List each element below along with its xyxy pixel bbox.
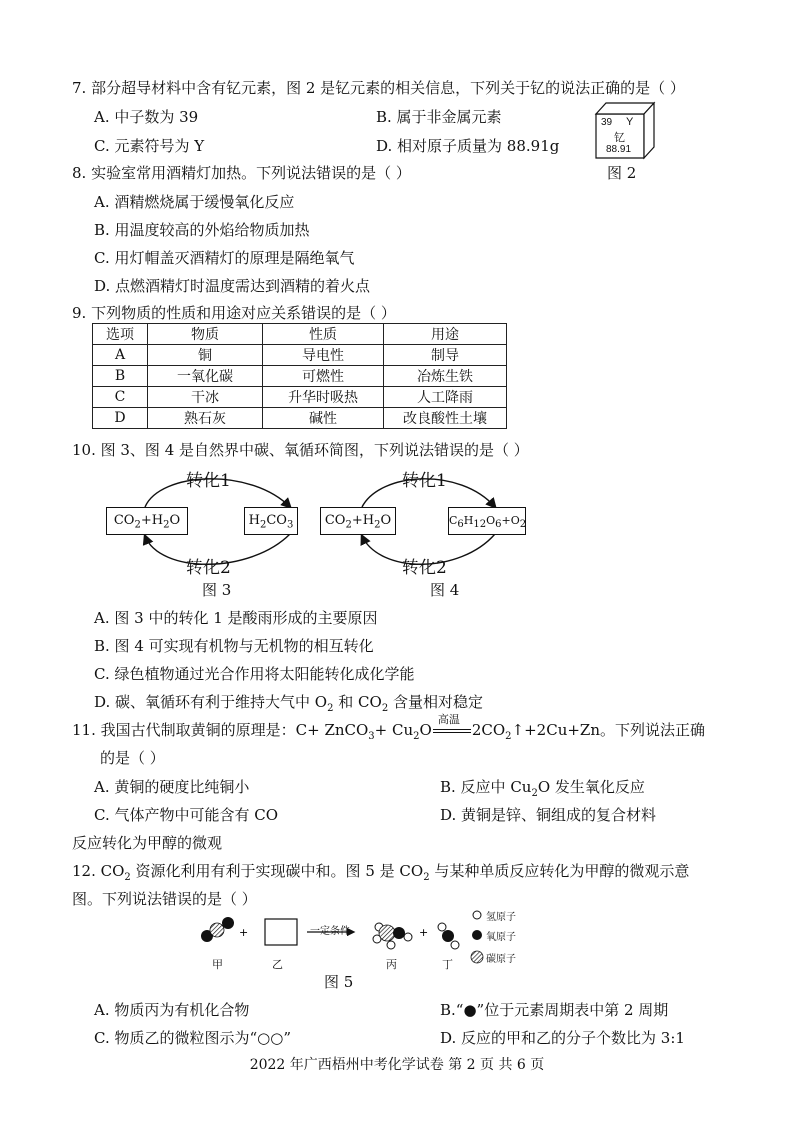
table-row <box>93 366 507 387</box>
svg-text:+: + <box>419 926 429 939</box>
q7-option-a: A. 中子数为 39 <box>94 108 199 126</box>
q11-stem <box>72 713 706 742</box>
q10-d-text-3: 含量相对稳定 <box>392 693 483 711</box>
cube-element-name: 钇 <box>614 131 625 144</box>
q10-option-c: C. 绿色植物通过光合作用将太阳能转化成化学能 <box>94 665 415 683</box>
subscript: 2 <box>381 703 389 714</box>
cube-symbol: Y <box>626 116 634 128</box>
q8-stem: 8. 实验室常用酒精灯加热。下列说法错误的是（ ） <box>72 164 411 182</box>
q7-option-c: C. 元素符号为 Y <box>94 137 205 155</box>
table-cell: 导电性 <box>263 345 384 366</box>
figure-4-caption: 图 4 <box>430 581 460 599</box>
q10-d-text-1: D. 碳、氧循环有利于维持大气中 O <box>94 693 328 711</box>
subscript: 2 <box>413 731 420 742</box>
page-footer: 2022 年广西梧州中考化学试卷 第 2 页 共 6 页 <box>249 1057 545 1073</box>
q8-option-a: A. 酒精燃烧属于缓慢氧化反应 <box>94 193 295 211</box>
subscript: 2 <box>423 872 430 883</box>
figure-2-caption: 图 2 <box>607 164 637 182</box>
q10-stem: 10. 图 3、图 4 是自然界中碳、氧循环简图，下列说法错误的是（ ） <box>72 441 529 459</box>
table-header: 用途 <box>384 324 507 345</box>
q11-option-d: D. 黄铜是锌、铜组成的复合材料 <box>440 806 657 824</box>
q12-stem-line-2: 图。下列说法错误的是（ ） <box>72 890 257 908</box>
glucose-o2-box: C6H12O6+O2 <box>448 507 526 535</box>
q7-option-b: B. 属于非金属元素 <box>376 108 502 126</box>
q12-option-c: C. 物质乙的微粒图示为“○○” <box>94 1029 291 1047</box>
q12-option-b: B.“●”位于元素周期表中第 2 周期 <box>440 1001 669 1019</box>
q10-option-b: B. 图 4 可实现有机物与无机物的相互转化 <box>94 637 374 655</box>
q12-stem-1: 12. CO <box>72 862 125 880</box>
fig4-conversion-1-label: 转化1 <box>402 471 447 491</box>
q12-option-d: D. 反应的甲和乙的分子个数比为 3:1 <box>440 1029 685 1047</box>
q11-stem-3: O <box>419 721 432 739</box>
q12-stem <box>72 861 689 881</box>
fig3-conversion-1-label: 转化1 <box>186 471 231 491</box>
h2co3-box: $H_2CO_3$ <box>244 507 298 535</box>
fig4-conversion-2-label: 转化2 <box>402 558 447 578</box>
q11-b-text-2: O 发生氧化反应 <box>537 778 645 796</box>
q10-option-d <box>94 692 483 712</box>
table-cell: 铜 <box>148 345 263 366</box>
q7-stem: 7. 部分超导材料中含有钇元素，图 2 是钇元素的相关信息，下列关于钇的说法正确的是（ ） <box>72 79 685 97</box>
reaction-condition <box>432 713 472 740</box>
cube-atomic-mass: 88.91 <box>606 144 632 155</box>
table-row <box>93 345 507 366</box>
label-ding: 丁 <box>442 958 453 971</box>
table-cell: 制导 <box>384 345 507 366</box>
table-cell: D <box>93 408 148 429</box>
co2-h2o-box: $CO_2+H_2O$ <box>106 507 188 535</box>
q11-stem-5: ↑+2Cu+Zn。下列说法正确 <box>511 721 706 739</box>
q8-option-b: B. 用温度较高的外焰给物质加热 <box>94 221 310 239</box>
legend-oxygen: 氧原子 <box>486 932 516 943</box>
q11-stem-1: 11. 我国古代制取黄铜的原理是：C+ ZnCO <box>72 721 369 739</box>
table-cell: B <box>93 366 148 387</box>
q10-d-text-2: 和 CO <box>338 693 382 711</box>
table-cell: 干冰 <box>148 387 263 408</box>
q12-stem-3: 与某种单质反应转化为甲醇的微观示意 <box>429 862 690 880</box>
q11-option-b <box>440 777 645 797</box>
subscript: 3 <box>368 731 375 742</box>
table-header: 物质 <box>148 324 263 345</box>
q11-stem-line-2: 的是（ ） <box>100 749 165 767</box>
stray-text: 反应转化为甲醇的微观 <box>72 834 223 852</box>
table-cell: C <box>93 387 148 408</box>
subscript: 2 <box>531 788 538 799</box>
cube-atomic-number: 39 <box>601 117 613 128</box>
table-cell: 熟石灰 <box>148 408 263 429</box>
table-header: 性质 <box>263 324 384 345</box>
q12-option-a: A. 物质丙为有机化合物 <box>94 1001 250 1019</box>
subscript: 2 <box>505 731 512 742</box>
q11-option-a: A. 黄铜的硬度比纯铜小 <box>94 778 250 796</box>
q11-stem-4: 2CO <box>471 721 506 739</box>
table-row <box>93 387 507 408</box>
subscript: 2 <box>124 872 131 883</box>
figure-3-caption: 图 3 <box>202 581 232 599</box>
fig3-conversion-2-label: 转化2 <box>186 558 231 578</box>
legend-hydrogen: 氢原子 <box>486 912 516 923</box>
label-yi: 乙 <box>272 958 283 971</box>
q8-option-c: C. 用灯帽盖灭酒精灯的原理是隔绝氧气 <box>94 249 355 267</box>
table-row <box>93 408 507 429</box>
subscript: 2 <box>327 703 334 714</box>
table-cell: A <box>93 345 148 366</box>
label-bing: 丙 <box>386 958 397 971</box>
svg-text:+: + <box>239 926 249 939</box>
table-cell: 人工降雨 <box>384 387 507 408</box>
table-cell: 可燃性 <box>263 366 384 387</box>
table-cell: 升华时吸热 <box>263 387 384 408</box>
figure-5-caption: 图 5 <box>324 973 354 991</box>
table-cell: 改良酸性土壤 <box>384 408 507 429</box>
table-cell: 冶炼生铁 <box>384 366 507 387</box>
legend-carbon: 碳原子 <box>486 954 516 965</box>
q7-option-d: D. 相对原子质量为 88.91g <box>376 137 560 155</box>
q11-option-c: C. 气体产物中可能含有 CO <box>94 806 279 824</box>
q9-stem: 9. 下列物质的性质和用途对应关系错误的是（ ） <box>72 304 396 322</box>
table-cell: 一氧化碳 <box>148 366 263 387</box>
q9-table <box>92 323 507 429</box>
q11-stem-2: + Cu <box>374 721 414 739</box>
q8-option-d: D. 点燃酒精灯时温度需达到酒精的着火点 <box>94 277 371 295</box>
q10-option-a: A. 图 3 中的转化 1 是酸雨形成的主要原因 <box>94 609 378 627</box>
co2-h2o-box-fig4: $CO_2+H_2O$ <box>320 507 396 535</box>
table-header-row <box>93 324 507 345</box>
condition-label: 高温 <box>437 713 460 726</box>
reaction-condition-label: 一定条件 <box>310 926 350 937</box>
q11-b-text-1: B. 反应中 Cu <box>440 778 532 796</box>
q12-stem-2: 资源化利用有利于实现碳中和。图 5 是 CO <box>130 862 424 880</box>
table-header: 选项 <box>93 324 148 345</box>
label-jia: 甲 <box>212 958 223 971</box>
table-cell: 碱性 <box>263 408 384 429</box>
